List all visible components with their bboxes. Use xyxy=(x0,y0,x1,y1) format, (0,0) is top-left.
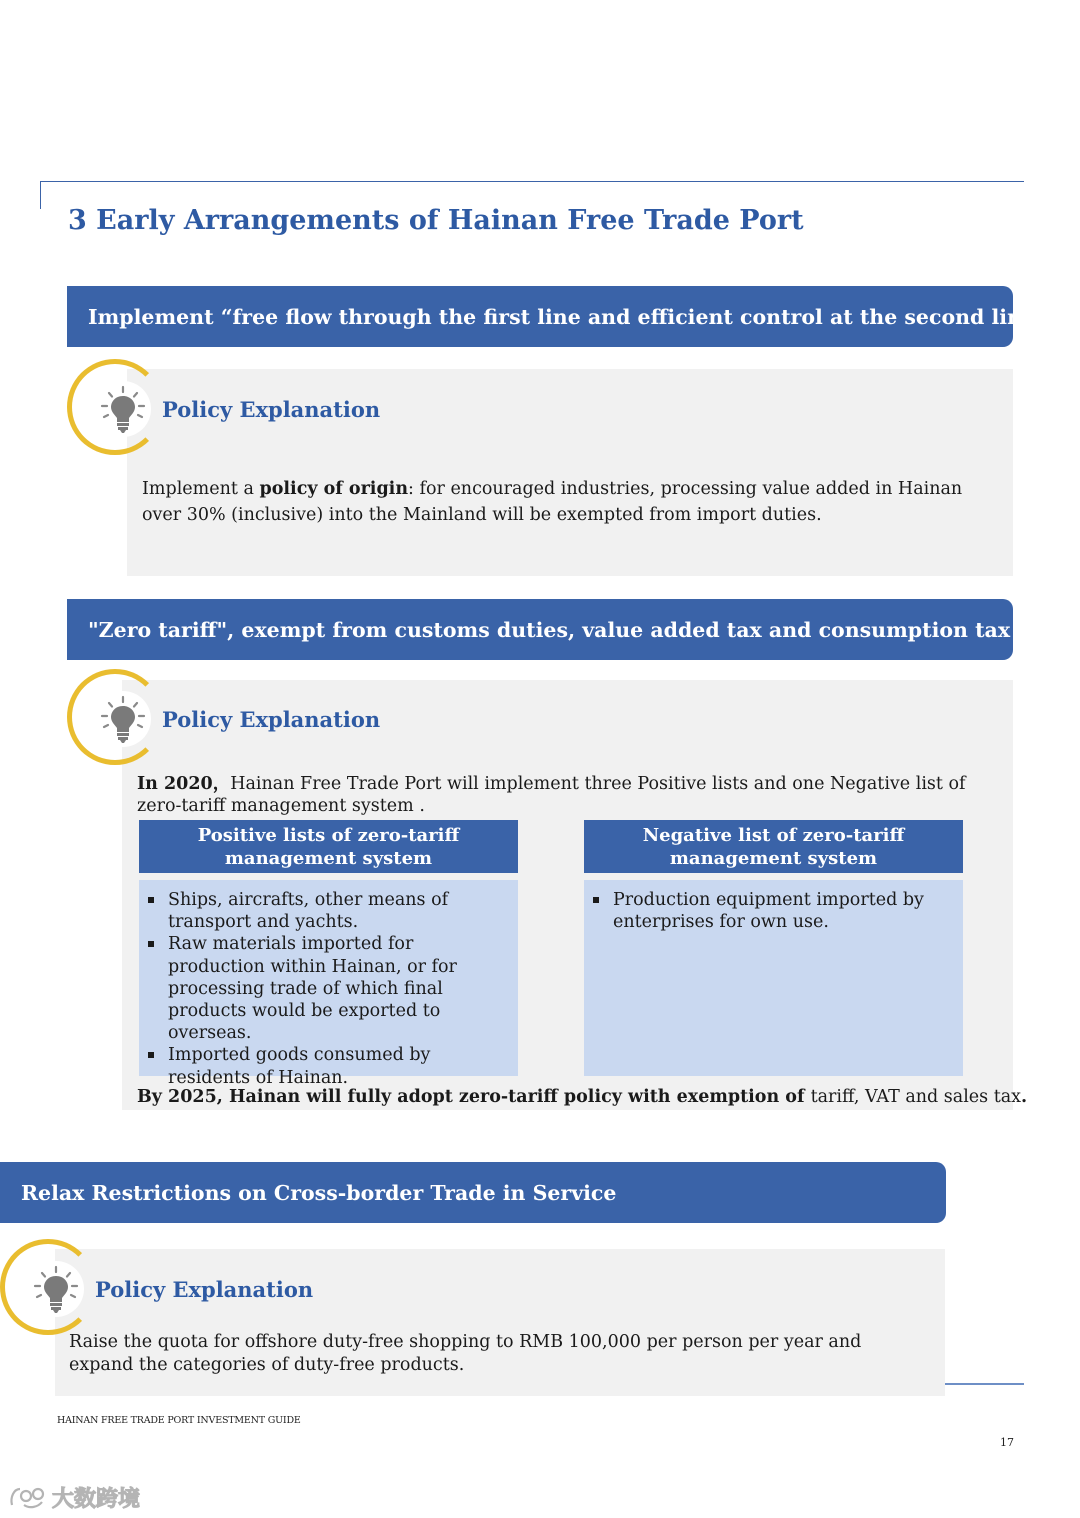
positive-list xyxy=(139,880,518,1088)
closing-rest: tariff, VAT and sales tax xyxy=(810,1087,1022,1107)
left-divider xyxy=(40,181,41,209)
zero-tariff-closing xyxy=(137,1084,1028,1110)
watermark-logo-icon xyxy=(8,1485,48,1511)
list-item: Imported goods consumed by residents of Hainan. xyxy=(168,1044,510,1088)
section-banner-zero-tariff: "Zero tariff", exempt from customs duties, value added tax and consumption tax xyxy=(67,599,1013,660)
policy-text-rest: : for encouraged industries, processing value added in Hainan over 30% (inclusive) into the Mainland will be exempted from import duties. xyxy=(142,479,963,525)
bottom-divider xyxy=(944,1383,1024,1385)
list-item: Raw materials imported for production within Hainan, or for processing trade of which final products would be exported to overseas. xyxy=(168,933,510,1044)
negative-list-header: Negative list of zero-tariff management system xyxy=(584,820,963,873)
zero-tariff-intro xyxy=(137,773,997,817)
intro-year: In 2020， xyxy=(137,774,231,794)
lightbulb-icon xyxy=(28,1261,84,1317)
watermark-text: 大数跨境 xyxy=(52,1487,141,1512)
list-item: Ships, aircrafts, other means of transport and yachts. xyxy=(168,889,510,933)
lightbulb-icon xyxy=(95,381,151,437)
policy-text-intro: Implement a xyxy=(142,479,260,499)
page-number: 17 xyxy=(1000,1436,1014,1449)
lightbulb-icon xyxy=(95,691,151,747)
policy-explanation-heading: Policy Explanation xyxy=(95,1277,314,1302)
closing-end: . xyxy=(1021,1087,1028,1107)
policy-text-origin xyxy=(142,476,992,528)
policy-explanation-heading: Policy Explanation xyxy=(162,707,381,732)
footer-guide-title: HAINAN FREE TRADE PORT INVESTMENT GUIDE xyxy=(57,1415,301,1426)
section-banner-cross-border: Relax Restrictions on Cross-border Trade in Service xyxy=(0,1162,946,1223)
section-banner-free-flow: Implement “free flow through the first line and efficient control at the second line” xyxy=(67,286,1013,347)
policy-text-duty-free: Raise the quota for offshore duty-free shopping to RMB 100,000 per person per year and expand the categories of duty-free products. xyxy=(69,1332,862,1375)
closing-bold: By 2025, Hainan will fully adopt zero-tariff policy with exemption of xyxy=(137,1087,811,1107)
top-divider xyxy=(40,181,1024,182)
negative-list xyxy=(584,880,963,1076)
positive-list-header: Positive lists of zero-tariff management system xyxy=(139,820,518,873)
list-item: Production equipment imported by enterprises for own use. xyxy=(613,889,955,933)
watermark xyxy=(8,1482,140,1513)
policy-explanation-heading: Policy Explanation xyxy=(162,397,381,422)
intro-text: Hainan Free Trade Port will implement three Positive lists and one Negative list of zero-tariff management system . xyxy=(137,774,966,816)
page-title: 3 Early Arrangements of Hainan Free Trade Port xyxy=(68,205,804,236)
policy-text-bold: policy of origin xyxy=(259,479,409,499)
